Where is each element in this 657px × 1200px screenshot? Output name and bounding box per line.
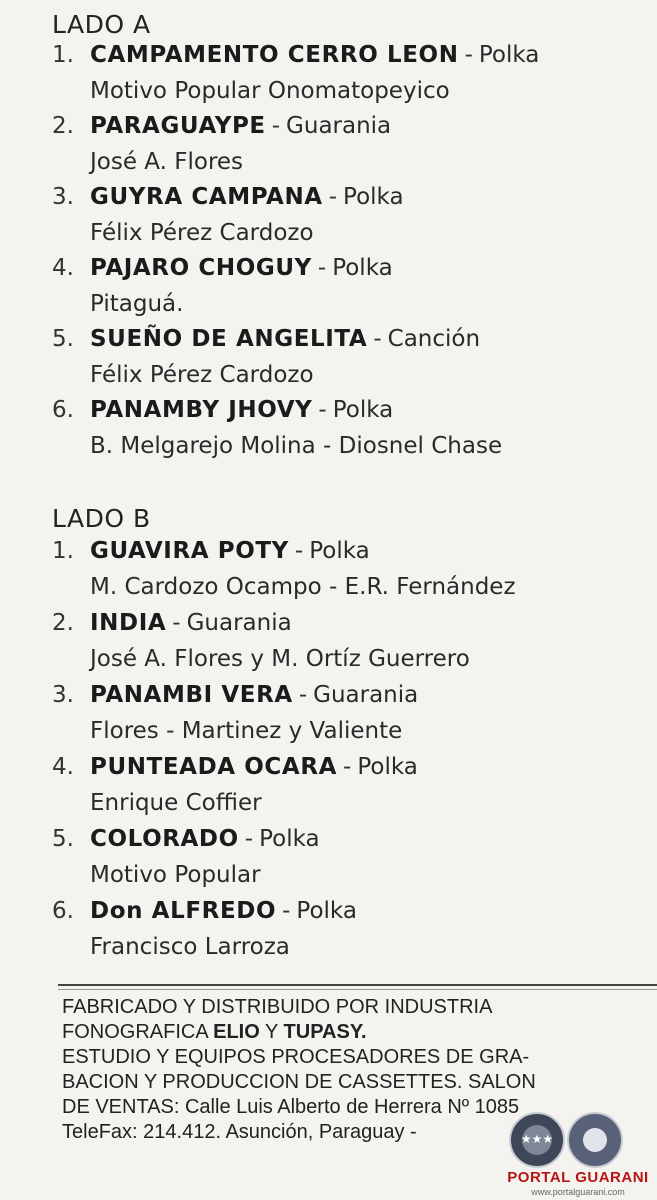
track-genre: Polka	[296, 898, 357, 924]
track-credit: Enrique Coffier	[90, 790, 262, 816]
track-genre: Polka	[332, 255, 393, 281]
footer-divider	[58, 984, 657, 986]
track-separator: -	[317, 255, 327, 281]
footer-line-2-mid: Y	[259, 1021, 284, 1043]
track-separator: -	[318, 397, 327, 423]
track-number: 4.	[52, 255, 74, 281]
track-separator: -	[343, 754, 352, 780]
seal-icon	[509, 1112, 565, 1168]
track-a4	[52, 255, 652, 327]
track-credit: B. Melgarejo Molina - Diosnel Chase	[90, 433, 503, 459]
track-title: PANAMBY JHOVY	[90, 397, 313, 423]
track-credit: Félix Pérez Cardozo	[90, 362, 314, 388]
logo-url-text: www.portalguarani.com	[531, 1187, 625, 1197]
track-genre: Polka	[332, 397, 394, 423]
track-title: INDIA	[90, 610, 167, 636]
track-genre: Polka	[357, 754, 418, 780]
track-genre: Polka	[259, 826, 320, 852]
track-title: PARAGUAYPE	[90, 113, 266, 139]
brand-tupasy: TUPASY.	[283, 1021, 367, 1043]
track-credit: Motivo Popular	[90, 862, 261, 888]
track-credit: Pitaguá.	[90, 291, 184, 317]
track-title: SUEÑO DE ANGELITA	[90, 326, 368, 352]
track-genre: Polka	[309, 538, 370, 564]
track-separator: -	[294, 538, 304, 564]
track-credit: Félix Pérez Cardozo	[90, 220, 314, 246]
track-number: 1.	[52, 538, 74, 564]
track-b3	[52, 682, 652, 754]
track-a1	[52, 42, 652, 114]
track-b2	[52, 610, 652, 682]
track-credit: José A. Flores y M. Ortíz Guerrero	[90, 646, 470, 672]
stars-icon: ★★★	[520, 1132, 554, 1146]
track-number: 2.	[52, 113, 74, 139]
track-genre: Canción	[387, 326, 481, 352]
track-number: 1.	[52, 42, 74, 68]
footer-line-4: BACION Y PRODUCCION DE CASSETTES. SALON	[62, 1071, 536, 1093]
track-separator: -	[298, 682, 308, 708]
track-title: CAMPAMENTO CERRO LEON	[90, 42, 459, 68]
track-genre: Polka	[343, 184, 404, 210]
track-a5	[52, 326, 652, 398]
footer-line-2	[62, 1020, 657, 1045]
track-genre: Guarania	[186, 610, 292, 636]
track-title: PAJARO CHOGUY	[90, 255, 312, 281]
side-b-heading: LADO B	[52, 504, 151, 533]
track-credit: M. Cardozo Ocampo - E.R. Fernández	[90, 574, 516, 600]
track-separator: -	[172, 610, 181, 636]
track-title: PANAMBI VERA	[90, 682, 293, 708]
track-title: PUNTEADA OCARA	[90, 754, 338, 780]
track-title: Don ALFREDO	[90, 898, 277, 924]
logo-brand-text: PORTAL GUARANI	[507, 1169, 649, 1186]
track-genre: Guarania	[313, 682, 419, 708]
track-separator: -	[328, 184, 338, 210]
track-number: 5.	[52, 326, 74, 352]
track-credit: Francisco Larroza	[90, 934, 290, 960]
footer-line-1: FABRICADO Y DISTRIBUIDO POR INDUSTRIA	[62, 996, 493, 1018]
track-b5	[52, 826, 652, 898]
track-b1	[52, 538, 652, 610]
track-genre: Guarania	[286, 113, 392, 139]
track-number: 3.	[52, 184, 74, 210]
track-genre: Polka	[478, 42, 540, 68]
track-title: COLORADO	[90, 826, 239, 852]
side-a-heading: LADO A	[52, 10, 151, 39]
footer-line-6: TeleFax: 214.412. Asunción, Paraguay -	[62, 1121, 417, 1143]
track-separator: -	[271, 113, 281, 139]
footer-divider-thin	[58, 989, 657, 990]
track-separator: -	[464, 42, 473, 68]
track-number: 5.	[52, 826, 74, 852]
track-credit: Motivo Popular Onomatopeyico	[90, 78, 450, 104]
track-a2	[52, 113, 652, 185]
track-number: 2.	[52, 610, 74, 636]
track-credit: Flores - Martinez y Valiente	[90, 718, 403, 744]
track-number: 6.	[52, 898, 74, 924]
footer-line-2-prefix: FONOGRAFICA	[62, 1021, 214, 1043]
track-number: 6.	[52, 397, 74, 423]
track-separator: -	[373, 326, 382, 352]
portal-guarani-logo	[503, 1112, 653, 1200]
track-number: 4.	[52, 754, 74, 780]
track-number: 3.	[52, 682, 74, 708]
flag-seal-icon	[567, 1112, 623, 1168]
track-a6	[52, 397, 652, 469]
track-title: GUAVIRA POTY	[90, 538, 289, 564]
track-b4	[52, 754, 652, 826]
footer-line-3: ESTUDIO Y EQUIPOS PROCESADORES DE GRA-	[62, 1046, 530, 1068]
track-b6	[52, 898, 652, 970]
track-a3	[52, 184, 652, 256]
track-separator: -	[244, 826, 254, 852]
track-credit: José A. Flores	[90, 149, 244, 175]
track-title: GUYRA CAMPANA	[90, 184, 323, 210]
track-separator: -	[282, 898, 291, 924]
brand-elio: ELIO	[213, 1021, 260, 1043]
footer-line-5: DE VENTAS: Calle Luis Alberto de Herrera Nº 1085	[62, 1096, 520, 1118]
